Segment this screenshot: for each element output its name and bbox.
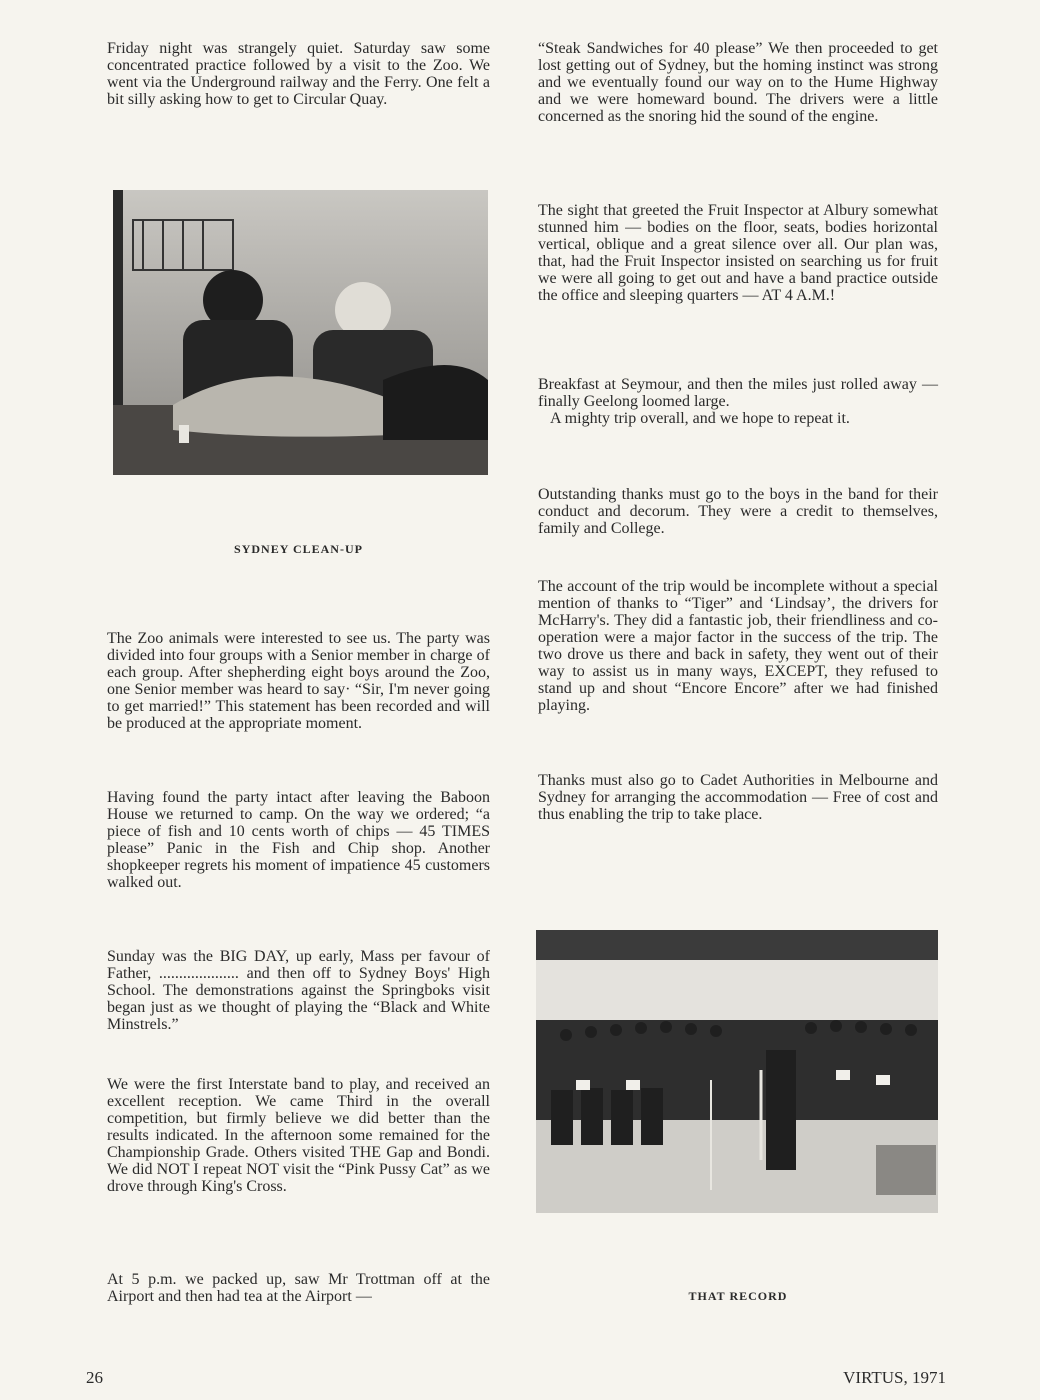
left-paragraph-4: Sunday was the BIG DAY, up early, Mass per favour of Father, .................... and then off to Sydney Boys' High School. The demonstrations against the Springboks visit began just as we thought of playing the “Black and White Minstrels.” (107, 948, 490, 1033)
photo-image (113, 190, 488, 475)
photo-caption-that-record: THAT RECORD (688, 1289, 788, 1303)
page-number: 26 (86, 1368, 103, 1387)
photo-sydney-clean-up (113, 190, 488, 475)
photo-that-record (536, 930, 938, 1213)
photo-caption-sydney-clean-up: SYDNEY CLEAN-UP (234, 542, 363, 556)
left-paragraph-5: We were the first Interstate band to play, and received an excellent reception. We came Third in the overall competition, but firmly believe we did better than the results indicated. In the afternoon some remained for the Championship Grade. Others visited THE Gap and Bondi. We did NOT I repeat NOT visit the “Pink Pussy Cat” as we drove through King's Cross. (107, 1076, 490, 1195)
right-paragraph-3a: Breakfast at Seymour, and then the miles just rolled away — finally Geelong loomed large. (538, 376, 938, 410)
left-paragraph-2: The Zoo animals were interested to see us. The party was divided into four groups with a Senior member in charge of each group. After shepherding eight boys around the Zoo, one Senior member was heard to say· “Sir, I'm never going to get married!” This statement has been recorded and will be produced at the appropriate moment. (107, 630, 490, 732)
left-paragraph-1: Friday night was strangely quiet. Saturday saw some concentrated practice followed by a visit to the Zoo. We went via the Underground railway and the Ferry. One felt a bit silly asking how to get to Circular Quay. (107, 40, 490, 108)
right-paragraph-4: Outstanding thanks must go to the boys in the band for their conduct and decorum. They were a credit to themselves, family and College. (538, 486, 938, 537)
right-paragraph-1: “Steak Sandwiches for 40 please” We then proceeded to get lost getting out of Sydney, but the homing instinct was strong and we eventually found our way on to the Hume Highway and we were homeward bound. The drivers were a little concerned as the snoring hid the sound of the engine. (538, 40, 938, 125)
right-paragraph-6: Thanks must also go to Cadet Authorities in Melbourne and Sydney for arranging the accommodation — Free of cost and thus enabling the trip to take place. (538, 772, 938, 823)
publication-name: VIRTUS, 1971 (843, 1368, 946, 1387)
left-paragraph-3: Having found the party intact after leaving the Baboon House we returned to camp. On the way we ordered; “a piece of fish and 10 cents worth of chips — 45 TIMES please” Panic in the Fish and Chip shop. Another shopkeeper regrets his moment of impatience 45 customers walked out. (107, 789, 490, 891)
right-paragraph-2: The sight that greeted the Fruit Inspector at Albury somewhat stunned him — bodies on the floor, seats, bodies horizontal vertical, oblique and a great silence over all. Our plan was, that, had the Fruit Inspector insisted on searching us for fruit we were all going to get out and have a band practice outside the office and sleeping quarters — AT 4 A.M.! (538, 202, 938, 304)
right-paragraph-5: The account of the trip would be incomplete without a special mention of thanks to “Tiger” and ‘Lindsay’, the drivers for McHarry's. They did a fantastic job, their friendliness and co-operation were a major factor in the success of the trip. The two drove us there and back in safety, they went out of their way to assist us in many ways, EXCEPT, they refused to stand up and shout “Encore Encore” after we had finished playing. (538, 578, 938, 714)
left-paragraph-6: At 5 p.m. we packed up, saw Mr Trottman off at the Airport and then had tea at the Airport — (107, 1271, 490, 1305)
photo-image (536, 930, 938, 1213)
right-paragraph-3b: A mighty trip overall, and we hope to repeat it. (550, 410, 850, 427)
